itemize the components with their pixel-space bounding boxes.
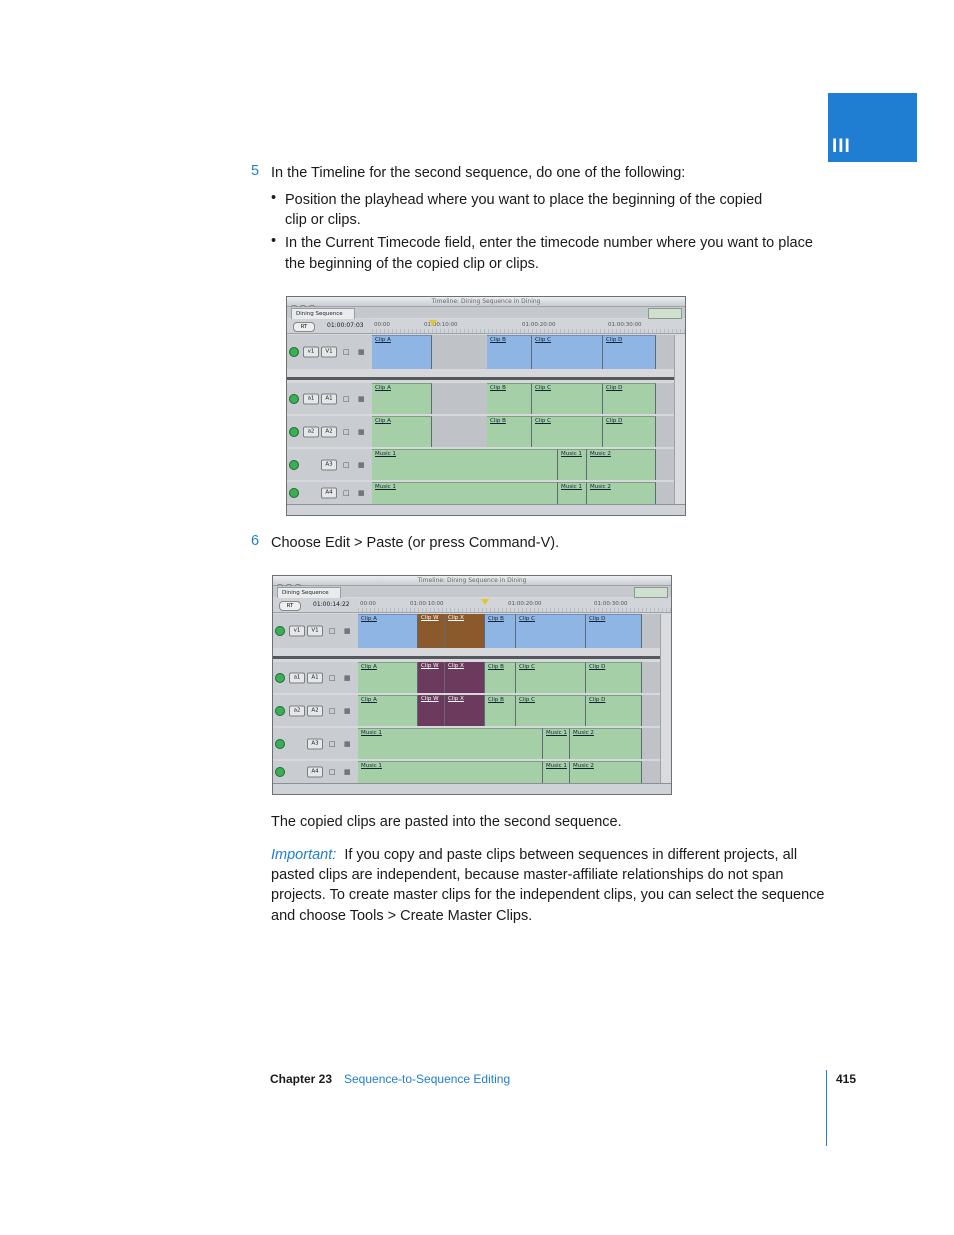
- clip-item[interactable]: Music 1: [358, 761, 543, 783]
- track-lane[interactable]: [358, 662, 661, 693]
- page-number: 415: [836, 1072, 857, 1086]
- destination-control-button[interactable]: A3: [321, 459, 337, 470]
- ruler-tick-label: 01:00:10:00: [410, 601, 444, 607]
- clip-item[interactable]: Clip A: [372, 383, 432, 414]
- track-visibility-icon[interactable]: [289, 488, 299, 498]
- playhead[interactable]: [429, 320, 437, 326]
- track-header: [287, 449, 373, 480]
- clip-item[interactable]: Clip B: [487, 416, 532, 447]
- ruler-tick-label: 01:00:30:00: [594, 601, 628, 607]
- step-6-text: Choose Edit > Paste (or press Command-V).: [271, 535, 560, 551]
- section-tab: [828, 93, 917, 162]
- track-visibility-icon[interactable]: [289, 347, 299, 357]
- bullet-dot: •: [271, 190, 277, 206]
- clip-item[interactable]: Clip X: [445, 695, 485, 726]
- ruler-tick-label: 00:00: [360, 601, 376, 607]
- track-lane[interactable]: [358, 614, 661, 648]
- clip-item[interactable]: Music 1: [558, 482, 587, 504]
- track-lane[interactable]: [372, 383, 675, 414]
- important-line-3: projects. To create master clips for the independent clips, you can select the sequence: [271, 887, 825, 903]
- source-control-button[interactable]: v1: [303, 347, 319, 358]
- vertical-scrollbar[interactable]: [674, 335, 685, 505]
- lock-track-icon[interactable]: □: [343, 427, 350, 436]
- source-control-button[interactable]: v1: [289, 626, 305, 637]
- window-titlebar[interactable]: [273, 576, 671, 586]
- clip-item[interactable]: Music 2: [587, 449, 656, 480]
- destination-control-button[interactable]: A1: [307, 672, 323, 683]
- clip-item[interactable]: Clip C: [532, 416, 603, 447]
- timeline-bottom-bar[interactable]: [287, 504, 685, 515]
- current-timecode-field[interactable]: 01:00:07:03: [327, 322, 364, 329]
- clip-item[interactable]: Clip C: [516, 662, 586, 693]
- track-visibility-icon[interactable]: [289, 394, 299, 404]
- section-tab-label: III: [832, 136, 851, 157]
- track-header: [287, 482, 373, 504]
- lock-track-icon[interactable]: □: [343, 348, 350, 356]
- tab-bar: [287, 307, 685, 318]
- render-status-icon[interactable]: [648, 308, 682, 319]
- destination-control-button[interactable]: A1: [321, 393, 337, 404]
- clip-item[interactable]: Clip D: [586, 614, 642, 648]
- destination-control-button[interactable]: A4: [307, 767, 323, 778]
- track-lane[interactable]: [372, 449, 675, 480]
- lock-track-icon[interactable]: □: [329, 739, 336, 748]
- timeline-bottom-bar[interactable]: [273, 783, 671, 794]
- clip-item[interactable]: Clip D: [603, 383, 656, 414]
- window-titlebar[interactable]: [287, 297, 685, 307]
- track-lane[interactable]: [358, 761, 661, 783]
- clip-item[interactable]: Clip C: [516, 614, 586, 648]
- track-visibility-icon[interactable]: [289, 460, 299, 470]
- clip-item[interactable]: Clip W: [418, 695, 445, 726]
- clip-item[interactable]: Clip A: [358, 614, 418, 648]
- track-lane[interactable]: [372, 416, 675, 447]
- important-label: Important:: [271, 847, 337, 863]
- step-5-number: 5: [251, 163, 260, 179]
- destination-control-button[interactable]: A2: [307, 705, 323, 716]
- clip-item[interactable]: Clip B: [485, 695, 516, 726]
- clip-item[interactable]: Clip D: [586, 662, 642, 693]
- vertical-scrollbar[interactable]: [660, 614, 671, 784]
- destination-control-button[interactable]: A3: [307, 738, 323, 749]
- clip-item[interactable]: Music 1: [358, 728, 543, 759]
- lock-track-icon[interactable]: □: [329, 768, 336, 776]
- clip-item[interactable]: Clip A: [358, 662, 418, 693]
- important-line-1: [271, 845, 797, 865]
- clip-item[interactable]: Clip B: [485, 662, 516, 693]
- important-line-2: pasted clips are independent, because master-affiliate relationships do not span: [271, 867, 784, 883]
- video-audio-divider[interactable]: [273, 656, 671, 659]
- auto-select-icon[interactable]: ▦: [358, 394, 365, 403]
- track-lane[interactable]: [372, 482, 675, 504]
- lock-track-icon[interactable]: □: [329, 627, 336, 635]
- ruler-tick-label: 01:00:20:00: [522, 322, 556, 328]
- ruler-tick-label: 01:00:20:00: [508, 601, 542, 607]
- clip-item[interactable]: Music 1: [543, 761, 570, 783]
- ruler-tick-label: 01:00:30:00: [608, 322, 642, 328]
- timeline-window-1: [286, 296, 686, 516]
- lock-track-icon[interactable]: □: [343, 489, 350, 497]
- clip-item[interactable]: Music 2: [570, 761, 642, 783]
- clip-item[interactable]: Clip D: [603, 335, 656, 369]
- track-visibility-icon[interactable]: [275, 706, 285, 716]
- rt-popup-button[interactable]: RT: [279, 601, 301, 611]
- source-control-button[interactable]: a1: [289, 672, 305, 683]
- clip-item[interactable]: Clip X: [445, 614, 485, 648]
- track-header: [273, 761, 359, 783]
- step-5-text: In the Timeline for the second sequence, do one of the following:: [271, 165, 686, 181]
- timeline-ruler[interactable]: [372, 319, 685, 333]
- clip-item[interactable]: Music 2: [570, 728, 642, 759]
- important-line-4: and choose Tools > Create Master Clips.: [271, 908, 533, 924]
- track-lane[interactable]: [358, 728, 661, 759]
- tab-dining-sequence[interactable]: Dining Sequence: [277, 587, 341, 598]
- video-audio-divider[interactable]: [287, 377, 685, 380]
- clip-item[interactable]: Clip A: [372, 416, 432, 447]
- window-title: Timeline: Dining Sequence in Dining: [431, 298, 541, 305]
- destination-control-button[interactable]: A2: [321, 426, 337, 437]
- track-visibility-icon[interactable]: [289, 427, 299, 437]
- track-header: [273, 614, 359, 648]
- important-text-1: If you copy and paste clips between sequences in different projects, all: [344, 847, 798, 863]
- clip-item[interactable]: Clip W: [418, 662, 445, 693]
- clip-item[interactable]: Music 1: [558, 449, 587, 480]
- auto-select-icon[interactable]: ▦: [344, 739, 351, 748]
- footer-chapter: Chapter 23: [270, 1072, 333, 1086]
- bullet-2-line-1: In the Current Timecode field, enter the timecode number where you want to place: [285, 235, 813, 251]
- track-header: [287, 416, 373, 447]
- bullet-2-line-2: the beginning of the copied clip or clips.: [285, 256, 539, 272]
- clip-item[interactable]: Clip D: [586, 695, 642, 726]
- auto-select-icon[interactable]: ▦: [358, 427, 365, 436]
- auto-select-icon[interactable]: ▦: [344, 706, 351, 715]
- rt-popup-button[interactable]: RT: [293, 322, 315, 332]
- destination-control-button[interactable]: A4: [321, 488, 337, 499]
- timeline-ruler[interactable]: [358, 598, 671, 612]
- track-lane[interactable]: [372, 335, 675, 369]
- render-status-icon[interactable]: [634, 587, 668, 598]
- footer-rule: [826, 1070, 827, 1146]
- clip-item[interactable]: Clip X: [445, 662, 485, 693]
- clip-item[interactable]: Music 1: [372, 449, 558, 480]
- clip-item[interactable]: Clip C: [532, 335, 603, 369]
- ruler-tick-label: 00:00: [374, 322, 390, 328]
- clip-item[interactable]: Music 1: [543, 728, 570, 759]
- destination-control-button[interactable]: V1: [321, 347, 337, 358]
- clip-item[interactable]: Clip B: [487, 383, 532, 414]
- current-timecode-field[interactable]: 01:00:14:22: [313, 601, 350, 608]
- track-visibility-icon[interactable]: [275, 767, 285, 777]
- auto-select-icon[interactable]: ▦: [344, 627, 351, 635]
- ruler-tick-label: 01:00:10:00: [424, 322, 458, 328]
- clip-item[interactable]: Music 2: [587, 482, 656, 504]
- track-header: [273, 728, 359, 759]
- track-visibility-icon[interactable]: [275, 739, 285, 749]
- destination-control-button[interactable]: V1: [307, 626, 323, 637]
- tab-bar: [273, 586, 671, 597]
- clip-item[interactable]: Clip A: [372, 335, 432, 369]
- clip-item[interactable]: Clip C: [516, 695, 586, 726]
- lock-track-icon[interactable]: □: [329, 706, 336, 715]
- source-control-button[interactable]: a1: [303, 393, 319, 404]
- track-visibility-icon[interactable]: [275, 673, 285, 683]
- track-visibility-icon[interactable]: [275, 626, 285, 636]
- auto-select-icon[interactable]: ▦: [344, 768, 351, 776]
- footer-chapter-title[interactable]: Sequence-to-Sequence Editing: [344, 1072, 511, 1086]
- auto-select-icon[interactable]: ▦: [358, 460, 365, 469]
- source-control-button[interactable]: a2: [289, 705, 305, 716]
- timeline-window-2: [272, 575, 672, 795]
- clip-item[interactable]: Music 1: [372, 482, 558, 504]
- lock-track-icon[interactable]: □: [343, 394, 350, 403]
- clip-item[interactable]: Clip B: [487, 335, 532, 369]
- result-text: The copied clips are pasted into the second sequence.: [271, 814, 622, 830]
- source-control-button[interactable]: a2: [303, 426, 319, 437]
- step-6-number: 6: [251, 533, 260, 549]
- clip-item[interactable]: Clip A: [358, 695, 418, 726]
- clip-item[interactable]: Clip W: [418, 614, 445, 648]
- auto-select-icon[interactable]: ▦: [344, 673, 351, 682]
- tab-dining-sequence[interactable]: Dining Sequence: [291, 308, 355, 319]
- bullet-1-line-1: Position the playhead where you want to place the beginning of the copied: [285, 192, 763, 208]
- window-title: Timeline: Dining Sequence in Dining: [417, 577, 527, 584]
- clip-item[interactable]: Clip B: [485, 614, 516, 648]
- clip-item[interactable]: Clip C: [532, 383, 603, 414]
- auto-select-icon[interactable]: ▦: [358, 348, 365, 356]
- bullet-dot: •: [271, 233, 277, 249]
- track-header: [273, 695, 359, 726]
- playhead[interactable]: [481, 599, 489, 605]
- clip-item[interactable]: Clip D: [603, 416, 656, 447]
- track-lane[interactable]: [358, 695, 661, 726]
- lock-track-icon[interactable]: □: [343, 460, 350, 469]
- lock-track-icon[interactable]: □: [329, 673, 336, 682]
- track-header: [287, 335, 373, 369]
- bullet-1-line-2: clip or clips.: [285, 212, 361, 228]
- auto-select-icon[interactable]: ▦: [358, 489, 365, 497]
- track-header: [273, 662, 359, 693]
- track-header: [287, 383, 373, 414]
